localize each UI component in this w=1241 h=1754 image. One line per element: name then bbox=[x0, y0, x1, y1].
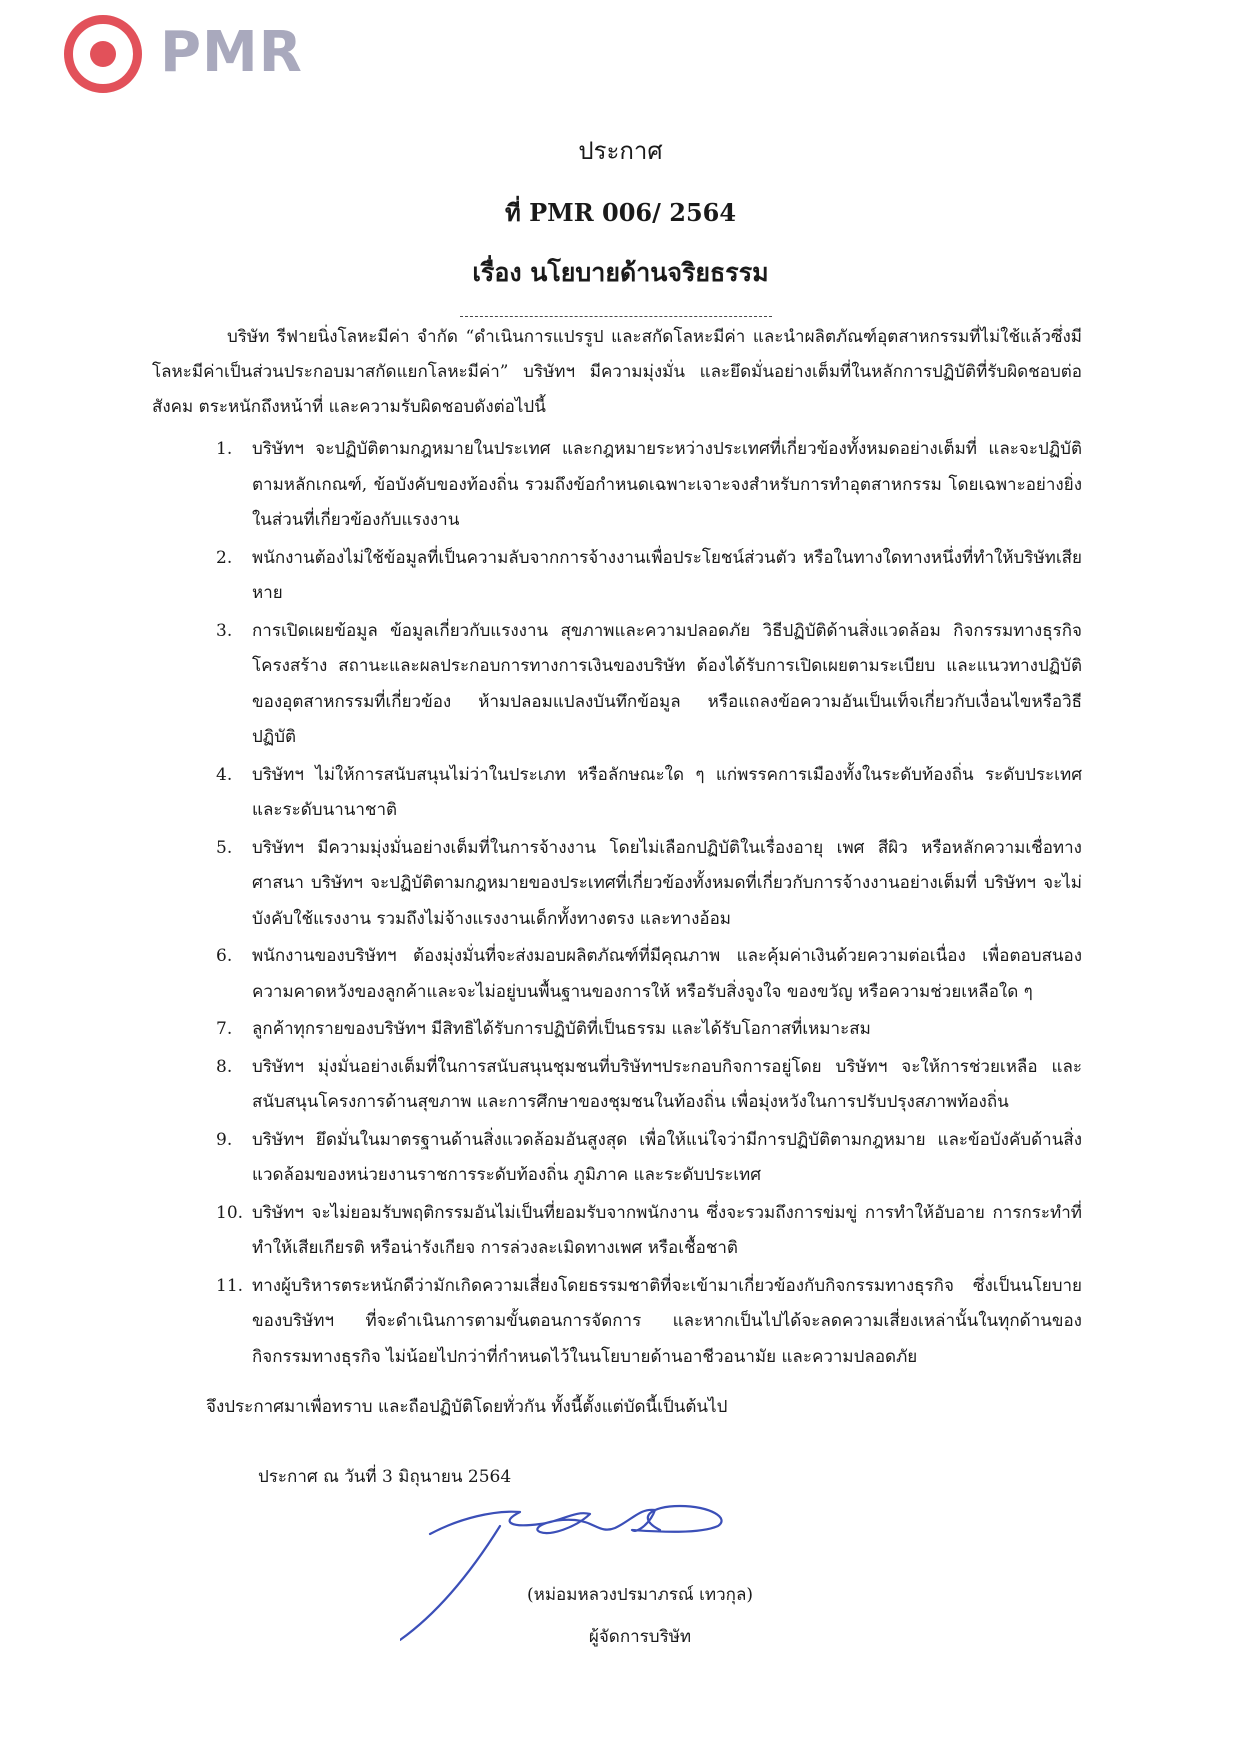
list-item-text: บริษัทฯ จะไม่ยอมรับพฤติกรรมอันไม่เป็นที่ยอมรับจากพนักงาน ซึ่งจะรวมถึงการข่มขู่ การทำให้อับอาย การกระทำที่ทำให้เสียเกียรติ หรือน่ารังเกียจ การล่วงละเมิดทางเพศ หรือเชื้อชาติ bbox=[252, 1202, 1082, 1258]
list-item bbox=[216, 831, 1082, 938]
intro-paragraph: บริษัท รีฟายนิ่งโลหะมีค่า จำกัด “ดำเนินการแปรรูป และสกัดโลหะมีค่า และนำผลิตภัณฑ์อุตสาหกรรมที่ไม่ใช้แล้วซึ่งมีโลหะมีค่าเป็นส่วนประกอบมาสกัดแยกโลหะมีค่า” บริษัทฯ มีความมุ่งมั่น และยึดมั่นอย่างเต็มที่ในหลักการปฏิบัติที่รับผิดชอบต่อสังคม ตระหนักถึงหน้าที่ และความรับผิดชอบดังต่อไปนี้ bbox=[152, 327, 1082, 417]
list-item bbox=[216, 541, 1082, 612]
list-item-number: 11. bbox=[216, 1275, 244, 1296]
list-item-text: บริษัทฯ มุ่งมั่นอย่างเต็มที่ในการสนับสนุนชุมชนที่บริษัทฯประกอบกิจการอยู่โดย บริษัทฯ จะให้การช่วยเหลือ และสนับสนุนโครงการด้านสุขภาพ และการศึกษาของชุมชนในท้องถิ่น เพื่อมุ่งหวังในการปรับปรุงสภาพท้องถิ่น bbox=[252, 1056, 1082, 1112]
document-number: ที่ PMR 006/ 2564 bbox=[504, 198, 737, 227]
list-item-text: บริษัทฯ ไม่ให้การสนับสนุนไม่ว่าในประเภท หรือลักษณะใด ๆ แก่พรรคการเมืองทั้งในระดับท้องถิ่น ระดับประเทศ และระดับนานาชาติ bbox=[252, 764, 1082, 820]
list-item-text: ทางผู้บริหารตระหนักดีว่ามักเกิดความเสี่ยงโดยธรรมชาติที่จะเข้ามาเกี่ยวข้องกับกิจกรรมทางธุรกิจ ซึ่งเป็นนโยบายของบริษัทฯ ที่จะดำเนินการตามขั้นตอนการจัดการ และหากเป็นไปได้จะลดความเสี่ยงเหล่านั้นในทุกด้านของกิจกรรมทางธุรกิจ ไม่น้อยไปกว่าที่กำหนดไว้ในนโยบายด้านอาชีวอนามัย และความปลอดภัย bbox=[252, 1275, 1082, 1367]
list-item bbox=[216, 614, 1082, 756]
list-item bbox=[216, 1196, 1082, 1267]
list-item-number: 10. bbox=[216, 1202, 244, 1223]
signer-name: (หม่อมหลวงปรมาภรณ์ เทวกุล) bbox=[526, 1585, 754, 1605]
list-item-number: 6. bbox=[216, 946, 233, 966]
logo-dot-icon bbox=[90, 41, 116, 67]
list-item bbox=[216, 1050, 1082, 1121]
list-item-text: บริษัทฯ จะปฏิบัติตามกฎหมายในประเทศ และกฎหมายระหว่างประเทศที่เกี่ยวข้องทั้งหมดอย่างเต็มที่ และจะปฏิบัติตามหลักเกณฑ์, ข้อบังคับของท้องถิ่น รวมถึงข้อกำหนดเฉพาะเจาะจงสำหรับการทำอุตสาหกรรม โดยเฉพาะอย่างยิ่งในส่วนที่เกี่ยวข้องกับแรงงาน bbox=[252, 439, 1082, 530]
list-item-text: การเปิดเผยข้อมูล ข้อมูลเกี่ยวกับแรงงาน สุขภาพและความปลอดภัย วิธีปฏิบัติด้านสิ่งแวดล้อม กิจกรรมทางธุรกิจ โครงสร้าง สถานะและผลประกอบการทางการเงินของบริษัท ต้องได้รับการเปิดเผยตามระเบียบ และแนวทางปฏิบัติของอุตสาหกรรมที่เกี่ยวข้อง ห้ามปลอมแปลงบันทึกข้อมูล หรือแถลงข้อความอันเป็นเท็จเกี่ยวกับเงื่อนไขหรือวิธีปฏิบัติ bbox=[252, 620, 1082, 747]
list-item-number: 5. bbox=[216, 837, 233, 858]
list-item bbox=[216, 758, 1082, 829]
list-item-text: บริษัทฯ มีความมุ่งมั่นอย่างเต็มที่ในการจ้างงาน โดยไม่เลือกปฏิบัติในเรื่องอายุ เพศ สีผิว หรือหลักความเชื่อทางศาสนา บริษัทฯ จะปฏิบัติตามกฎหมายของประเทศที่เกี่ยวข้องทั้งหมดที่เกี่ยวกับการจ้างงานอย่างเต็มที่ บริษัทฯ จะไม่บังคับใช้แรงงาน รวมถึงไม่จ้างแรงงานเด็กทั้งทางตรง และทางอ้อม bbox=[252, 837, 1082, 929]
list-item-text: ลูกค้าทุกรายของบริษัทฯ มีสิทธิได้รับการปฏิบัติที่เป็นธรรม และได้รับโอกาสที่เหมาะสม bbox=[252, 1019, 871, 1039]
list-item bbox=[216, 939, 1082, 1010]
list-item bbox=[216, 1012, 1082, 1048]
list-item-number: 1. bbox=[216, 439, 233, 459]
closing-statement: จึงประกาศมาเพื่อทราบ และถือปฏิบัติโดยทั่วกัน ทั้งนี้ตั้งแต่บัดนี้เป็นต้นไป bbox=[206, 1397, 728, 1417]
list-item-text: พนักงานของบริษัทฯ ต้องมุ่งมั่นที่จะส่งมอบผลิตภัณฑ์ที่มีคุณภาพ และคุ้มค่าเงินด้วยความต่อเนื่อง เพื่อตอบสนองความคาดหวังของลูกค้าและจะไม่อยู่บนพื้นฐานของการให้ หรือรับสิ่งจูงใจ ของขวัญ หรือความช่วยเหลือใด ๆ bbox=[252, 946, 1082, 1002]
list-item-number: 9. bbox=[216, 1129, 233, 1150]
signer-title: ผู้จัดการบริษัท bbox=[588, 1627, 692, 1647]
policy-list bbox=[216, 432, 1082, 1377]
divider bbox=[460, 316, 772, 317]
list-item-number: 7. bbox=[216, 1019, 233, 1039]
list-item-number: 2. bbox=[216, 547, 233, 568]
company-logo bbox=[64, 15, 364, 101]
list-item-text: บริษัทฯ ยึดมั่นในมาตรฐานด้านสิ่งแวดล้อมอันสูงสุด เพื่อให้แน่ใจว่ามีการปฏิบัติตามกฎหมาย และข้อบังคับด้านสิ่งแวดล้อมของหน่วยงานราชการระดับท้องถิ่น ภูมิภาค และระดับประเทศ bbox=[252, 1129, 1082, 1185]
announcement-date: ประกาศ ณ วันที่ 3 มิถุนายน 2564 bbox=[258, 1467, 512, 1487]
list-item-text: พนักงานต้องไม่ใช้ข้อมูลที่เป็นความลับจากการจ้างงานเพื่อประโยชน์ส่วนตัว หรือในทางใดทางหนึ่งที่ทำให้บริษัทเสียหาย bbox=[252, 547, 1082, 603]
logo-text: PMR bbox=[160, 20, 303, 85]
document-title: ประกาศ bbox=[578, 137, 663, 165]
list-item-number: 8. bbox=[216, 1056, 233, 1077]
list-item bbox=[216, 1269, 1082, 1376]
list-item-number: 3. bbox=[216, 620, 233, 641]
list-item bbox=[216, 432, 1082, 539]
list-item-number: 4. bbox=[216, 764, 233, 785]
list-item bbox=[216, 1123, 1082, 1194]
document-subject: เรื่อง นโยบายด้านจริยธรรม bbox=[472, 258, 769, 287]
